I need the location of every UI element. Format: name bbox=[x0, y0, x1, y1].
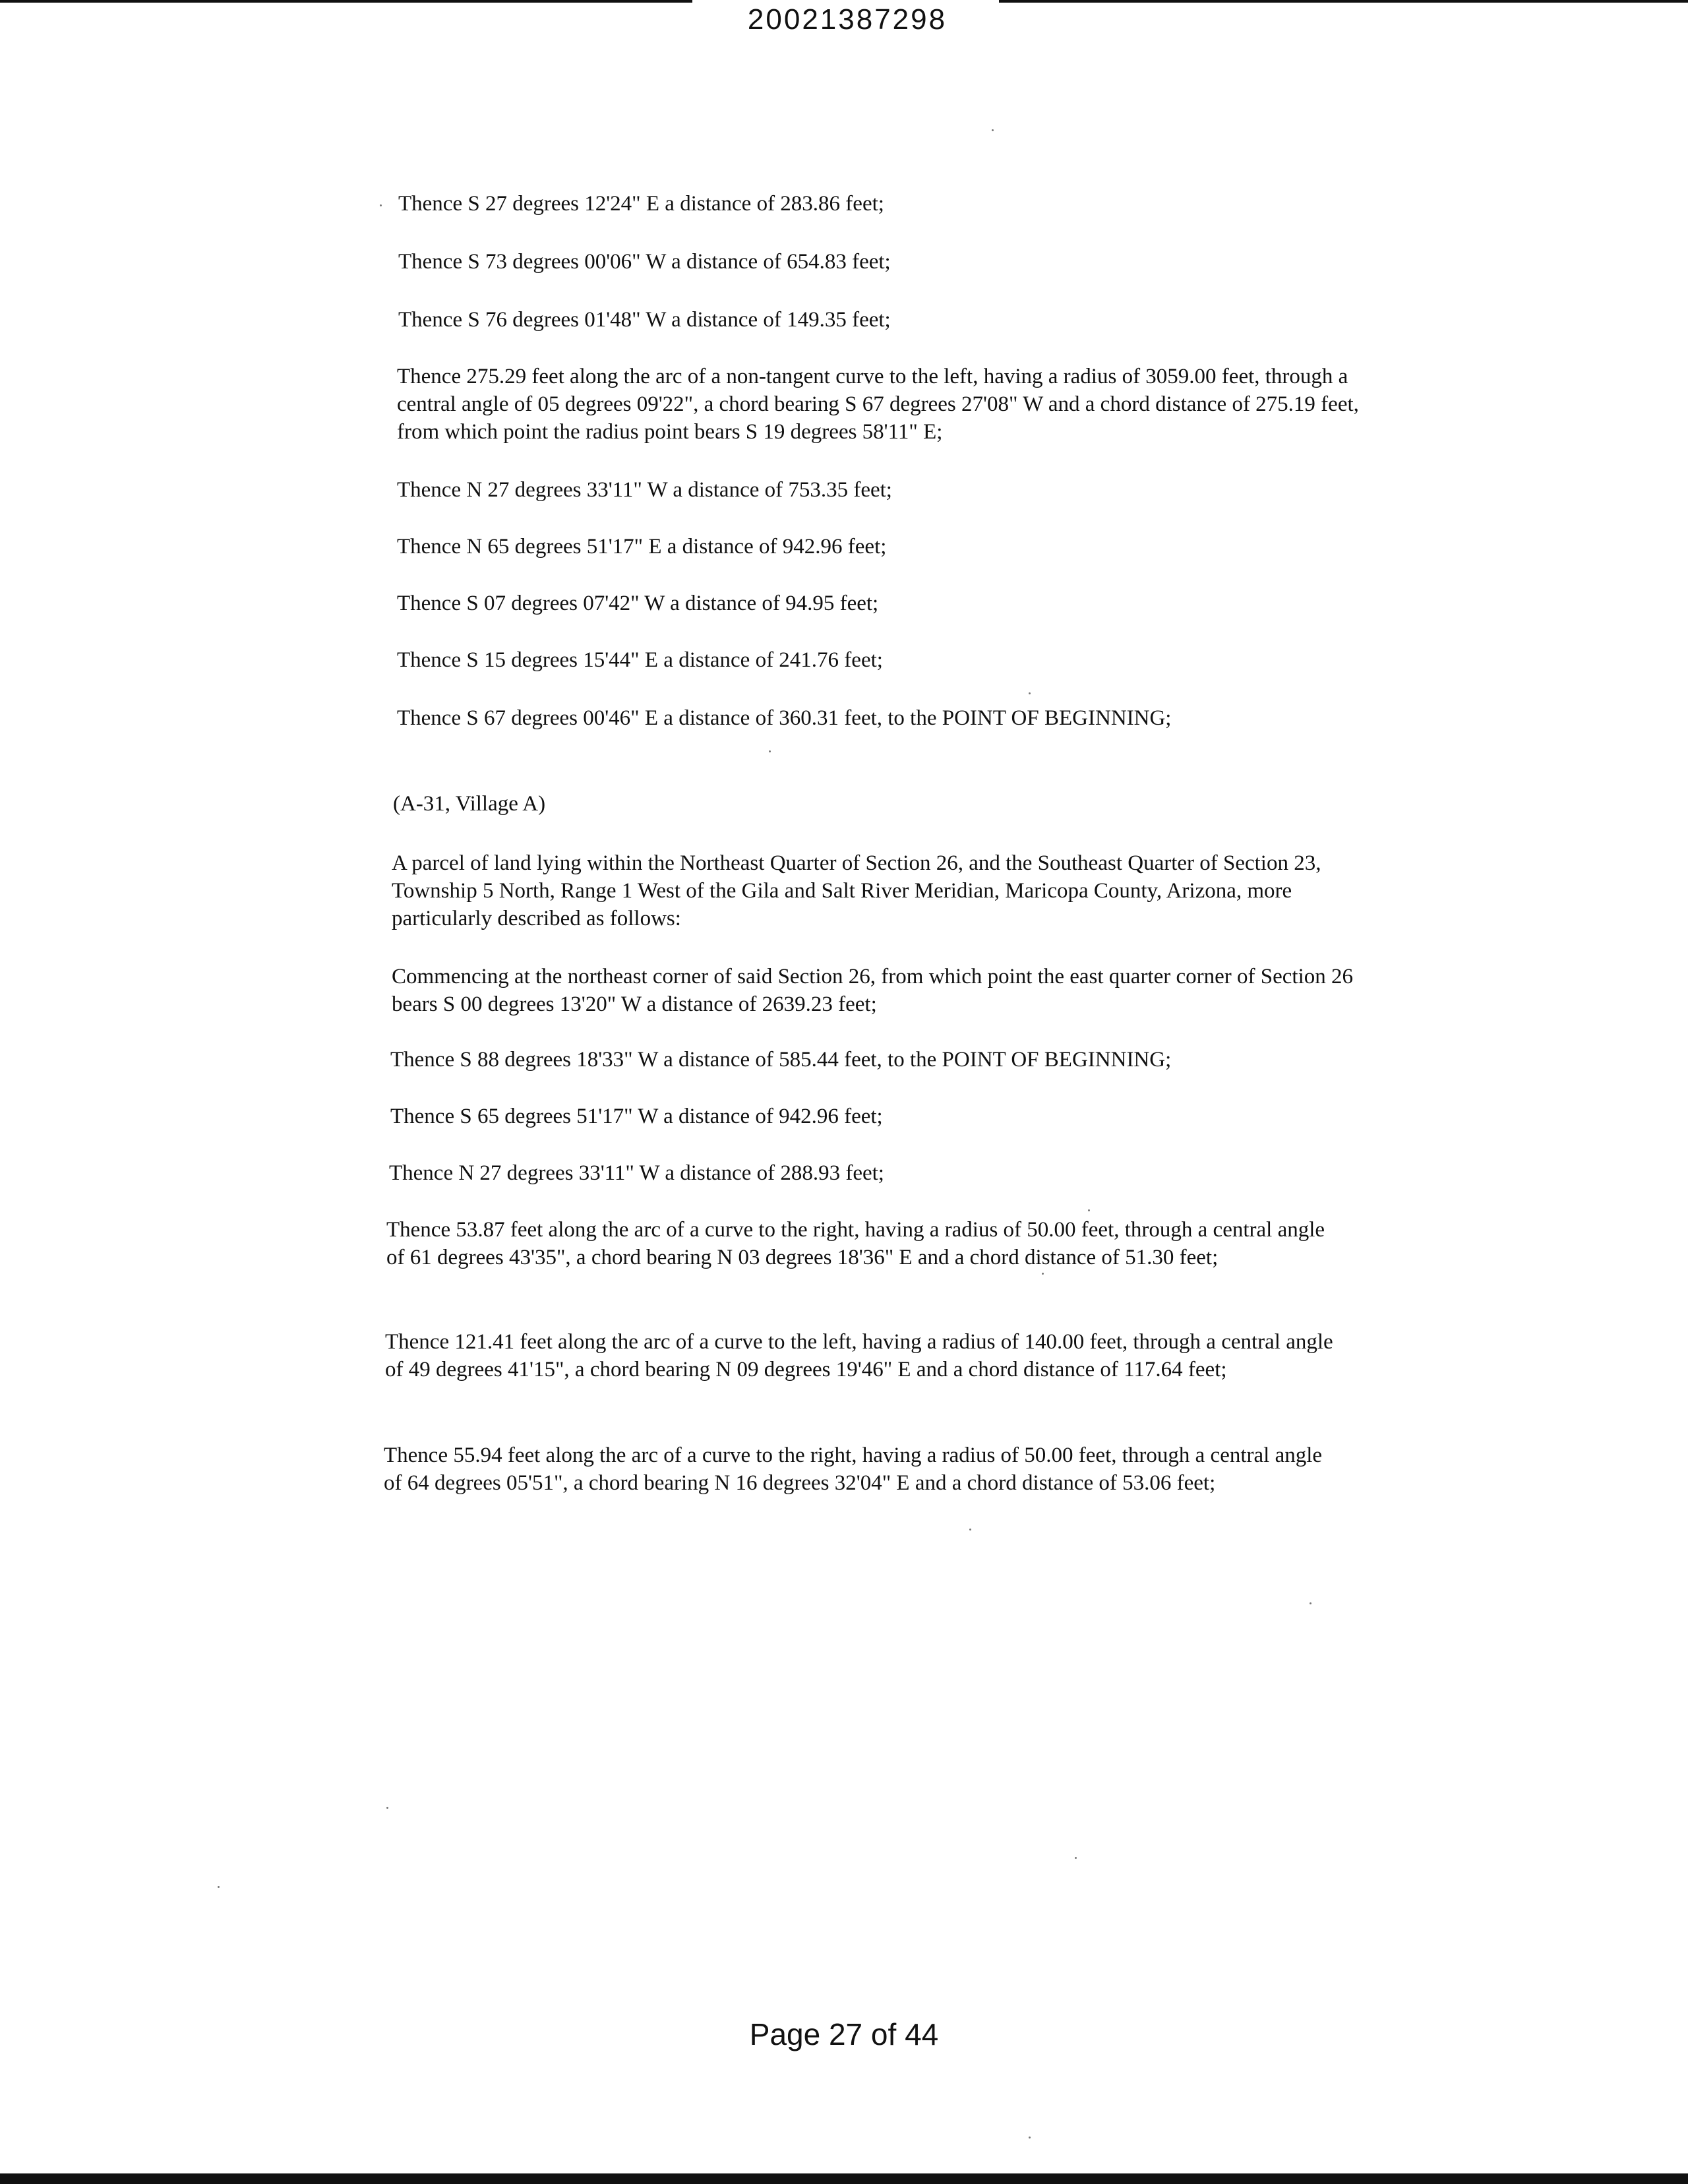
document-number: 20021387298 bbox=[747, 3, 948, 36]
scan-speck bbox=[380, 204, 382, 206]
legal-description-line: Thence S 88 degrees 18'33" W a distance of 585.44 feet, to the POINT OF BEGINNING; bbox=[390, 1048, 1172, 1072]
scan-speck bbox=[969, 1529, 971, 1531]
scan-speck bbox=[769, 750, 771, 752]
scan-speck bbox=[1029, 2137, 1031, 2138]
parcel-heading: (A-31, Village A) bbox=[393, 792, 546, 816]
scan-speck bbox=[1075, 1857, 1077, 1859]
legal-description-paragraph: Thence 55.94 feet along the arc of a curve to the right, having a radius of 50.00 feet, through a central angle of 64 degrees 05'51", a chord bearing N 16 degrees 32'04" E and a chord distance of 53.06 feet; bbox=[384, 1443, 1323, 1495]
legal-description-paragraph: Thence 275.29 feet along the arc of a non-tangent curve to the left, having a radius of 3059.00 feet, through a central angle of 05 degrees 09'22", a chord bearing S 67 degrees 27'08" W and a chord distance of 275.19 feet, from which point the radius point bears S 19 degrees 58'11" E; bbox=[397, 365, 1359, 444]
legal-description-line: Thence S 76 degrees 01'48" W a distance of 149.35 feet; bbox=[398, 308, 891, 332]
legal-description-paragraph: Thence 53.87 feet along the arc of a curve to the right, having a radius of 50.00 feet, through a central angle of 61 degrees 43'35", a chord bearing N 03 degrees 18'36" E and a chord distance of 51.30 feet; bbox=[386, 1218, 1325, 1269]
parcel-description-paragraph: A parcel of land lying within the Northeast Quarter of Section 26, and the Southeast Quarter of Section 23, Township 5 North, Range 1 West of the Gila and Salt River Meridian, Maricopa County, Arizona, more particularly described as follows: bbox=[392, 851, 1321, 930]
scan-speck bbox=[1042, 1273, 1044, 1275]
top-border-left bbox=[0, 0, 692, 3]
legal-description-line: Thence N 65 degrees 51'17" E a distance of 942.96 feet; bbox=[397, 535, 887, 559]
scan-speck bbox=[218, 1886, 220, 1888]
legal-description-line: Thence S 73 degrees 00'06" W a distance of 654.83 feet; bbox=[398, 250, 891, 274]
bottom-border bbox=[0, 2173, 1688, 2184]
scan-speck bbox=[1029, 692, 1031, 694]
legal-description-line: Thence S 67 degrees 00'46" E a distance of 360.31 feet, to the POINT OF BEGINNING; bbox=[397, 706, 1172, 730]
legal-description-line: Thence S 07 degrees 07'42" W a distance of 94.95 feet; bbox=[397, 592, 879, 615]
legal-description-line: Thence S 27 degrees 12'24" E a distance of 283.86 feet; bbox=[398, 192, 884, 216]
legal-description-line: Thence S 65 degrees 51'17" W a distance of 942.96 feet; bbox=[390, 1105, 883, 1128]
commencement-paragraph: Commencing at the northeast corner of said Section 26, from which point the east quarter corner of Section 26 bears S 00 degrees 13'20" W a distance of 2639.23 feet; bbox=[392, 965, 1353, 1016]
top-border-right bbox=[999, 0, 1688, 3]
legal-description-line: Thence N 27 degrees 33'11" W a distance of 288.93 feet; bbox=[389, 1161, 884, 1185]
page-number: Page 27 of 44 bbox=[749, 2017, 939, 2051]
scan-speck bbox=[1088, 1209, 1090, 1211]
scan-speck bbox=[386, 1807, 388, 1809]
scan-speck bbox=[992, 129, 994, 131]
scan-speck bbox=[1310, 1602, 1311, 1604]
legal-description-line: Thence S 15 degrees 15'44" E a distance of 241.76 feet; bbox=[397, 648, 883, 672]
legal-description-paragraph: Thence 121.41 feet along the arc of a curve to the left, having a radius of 140.00 feet, through a central angle of 49 degrees 41'15", a chord bearing N 09 degrees 19'46" E and a chord distance of 117.64 feet; bbox=[385, 1330, 1333, 1381]
legal-description-line: Thence N 27 degrees 33'11" W a distance of 753.35 feet; bbox=[397, 478, 892, 502]
